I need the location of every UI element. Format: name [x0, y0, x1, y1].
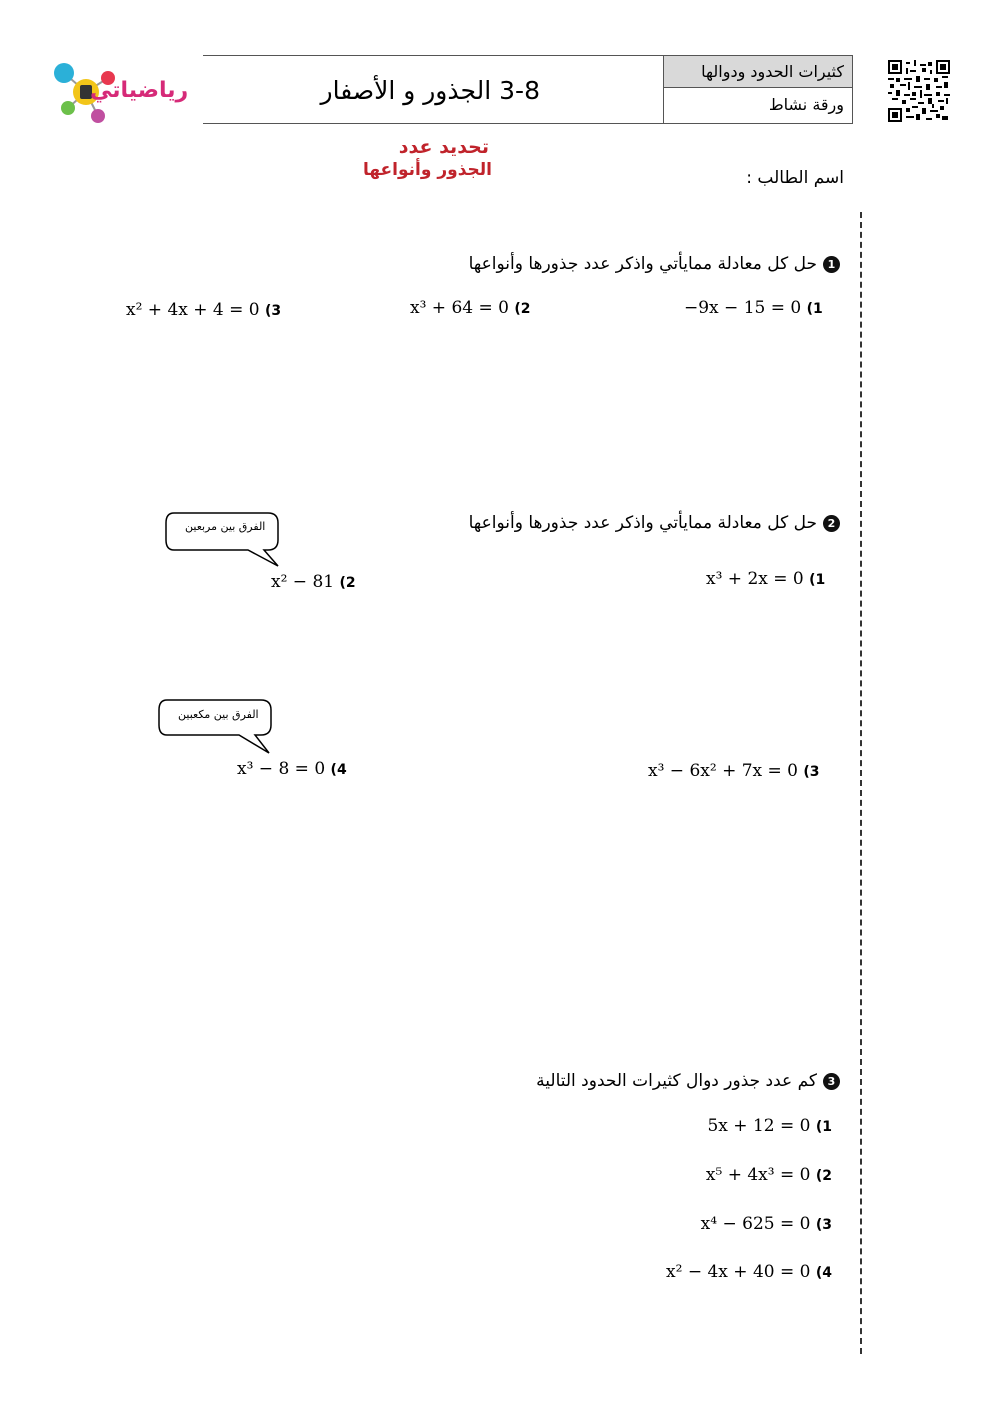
- q3-title: [536, 1071, 840, 1091]
- q3-item-1: [707, 1116, 832, 1136]
- logo-text: رياضياتي: [90, 78, 189, 103]
- hint-bubble-1: [164, 510, 284, 570]
- qr-code-icon: [888, 60, 950, 122]
- q1-item-3-eq: x² + 4x + 4 = 0: [126, 300, 260, 320]
- q3-item-2-num: (2: [815, 1168, 832, 1184]
- q2-title-text: حل كل معادلة ممايأتي واذكر عدد جذورها وأنواعها: [468, 513, 817, 533]
- q2-item-2-eq: x² − 81: [271, 572, 335, 592]
- hint-text-2: الفرق بين مكعبين: [178, 708, 259, 721]
- q3-item-2-eq: x⁵ + 4x³ = 0: [705, 1165, 811, 1185]
- q1-item-1-num: (1: [806, 301, 823, 317]
- q2-item-1-eq: x³ + 2x = 0: [706, 569, 804, 589]
- header-top-line: [203, 55, 853, 56]
- q1-title-text: حل كل معادلة ممايأتي واذكر عدد جذورها وأنواعها: [468, 254, 817, 274]
- q2-item-2: [271, 572, 356, 592]
- header-mid-line: [664, 87, 853, 88]
- q2-item-4-eq: x³ − 8 = 0: [237, 759, 326, 779]
- q3-item-4-num: (4: [815, 1265, 832, 1281]
- q3-item-4-eq: x² − 4x + 40 = 0: [666, 1262, 811, 1282]
- q1-item-3-num: (3: [265, 303, 282, 319]
- q3-item-3-eq: x⁴ − 625 = 0: [700, 1214, 811, 1234]
- header-right-edge: [852, 55, 853, 124]
- q1-item-1-eq: −9x − 15 = 0: [684, 298, 802, 318]
- q1-item-1: [684, 298, 823, 318]
- q1-badge: 1: [823, 256, 840, 273]
- q3-item-3: [701, 1214, 832, 1234]
- hint-bubble-2: [157, 697, 277, 757]
- q2-item-3: [648, 761, 820, 781]
- q2-item-1: [706, 569, 825, 589]
- q2-item-3-eq: x³ − 6x² + 7x = 0: [648, 761, 798, 781]
- q1-item-2-num: (2: [514, 301, 531, 317]
- q3-item-2: [706, 1165, 832, 1185]
- hint-text-1: الفرق بين مربعين: [185, 520, 266, 533]
- q3-title-text: كم عدد جذور دوال كثيرات الحدود التالية: [536, 1071, 817, 1091]
- q3-badge: 3: [823, 1073, 840, 1090]
- q3-item-1-eq: 5x + 12 = 0: [707, 1116, 811, 1136]
- unit-title: كثيرات الحدود ودوالها: [701, 62, 844, 81]
- q1-title: [469, 254, 840, 274]
- q2-item-2-num: (2: [339, 575, 356, 591]
- q2-title: [469, 513, 840, 533]
- margin-dashed-line: [860, 212, 862, 1354]
- q2-item-4: [237, 759, 347, 779]
- q2-badge: 2: [823, 515, 840, 532]
- subtitle-line2: الجذور وأنواعها: [362, 160, 492, 180]
- q1-item-2: [410, 298, 531, 318]
- subtitle-line1: تحديد عدد: [398, 136, 489, 158]
- q3-item-4: [666, 1262, 832, 1282]
- q3-item-1-num: (1: [815, 1119, 832, 1135]
- q1-item-3: [126, 300, 281, 320]
- q2-item-4-num: (4: [330, 762, 347, 778]
- q3-item-3-num: (3: [815, 1217, 832, 1233]
- sheet-type: ورقة نشاط: [768, 95, 844, 114]
- q2-item-1-num: (1: [809, 572, 826, 588]
- q1-item-2-eq: x³ + 64 = 0: [410, 298, 509, 318]
- header-bottom-line: [203, 123, 853, 124]
- q2-item-3-num: (3: [803, 764, 820, 780]
- header-divider: [663, 55, 664, 124]
- student-name-label: اسم الطالب :: [746, 168, 844, 188]
- lesson-title: 3-8 الجذور و الأصفار: [320, 76, 540, 105]
